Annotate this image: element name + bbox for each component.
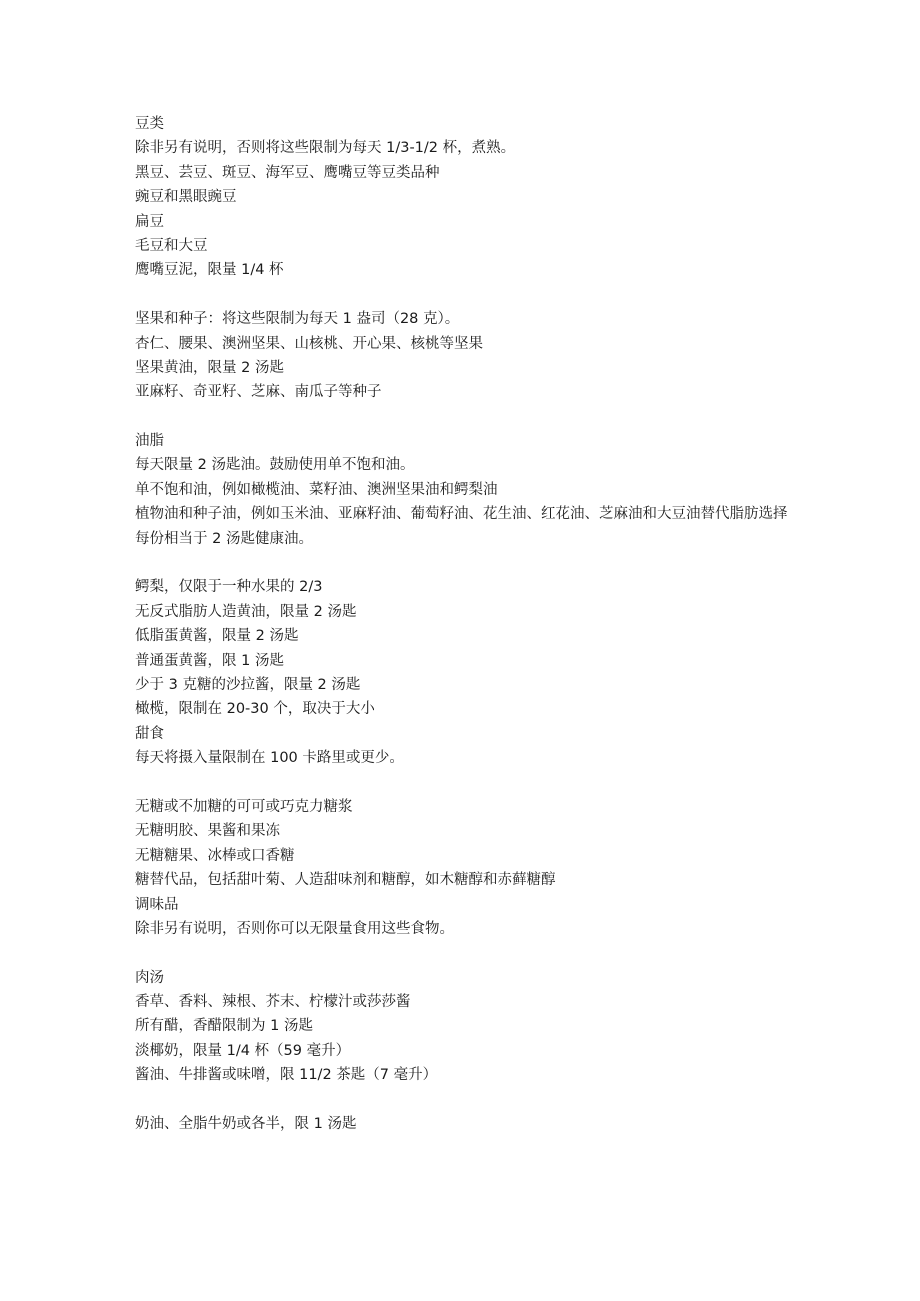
text-line: 每天将摄入量限制在 100 卡路里或更少。	[135, 750, 404, 767]
text-line: 淡椰奶，限量 1/4 杯（59 毫升）	[135, 1042, 351, 1059]
text-line: 单不饱和油，例如橄榄油、菜籽油、澳洲坚果油和鳄梨油	[135, 481, 498, 498]
heading-sweets: 甜食	[135, 725, 164, 742]
text-line: 少于 3 克糖的沙拉酱，限量 2 汤匙	[135, 677, 361, 693]
text-line: 糖替代品，包括甜叶菊、人造甜味剂和糖醇，如木糖醇和赤藓糖醇	[135, 872, 556, 889]
heading-condiments: 调味品	[135, 896, 179, 913]
section-broth	[135, 966, 795, 1088]
text-line: 橄榄，限制在 20-30 个，取决于大小	[135, 701, 375, 718]
text-line: 除非另有说明，否则你可以无限量食用这些食物。	[135, 920, 454, 937]
text-line: 杏仁、腰果、澳洲坚果、山核桃、开心果、核桃等坚果	[135, 335, 483, 352]
section-fats	[135, 429, 795, 551]
text-line: 无糖糖果、冰棒或口香糖	[135, 847, 295, 864]
text-line: 亚麻籽、奇亚籽、芝麻、南瓜子等种子	[135, 384, 382, 401]
paragraph-gap	[135, 551, 795, 575]
text-line: 无糖明胶、果酱和果冻	[135, 823, 280, 840]
section-nuts-seeds	[135, 307, 795, 405]
paragraph-gap	[135, 405, 795, 429]
heading-fats: 油脂	[135, 433, 164, 450]
text-line: 所有醋，香醋限制为 1 汤匙	[135, 1018, 313, 1035]
text-line: 香草、香料、辣根、芥末、柠檬汁或莎莎酱	[135, 994, 411, 1011]
paragraph-gap	[135, 283, 795, 307]
text-line: 豌豆和黑眼豌豆	[135, 189, 237, 206]
paragraph-gap	[135, 1088, 795, 1112]
heading-legumes: 豆类	[135, 116, 164, 132]
text-line: 低脂蛋黄酱，限量 2 汤匙	[135, 628, 299, 645]
section-sweets-condiments	[135, 795, 795, 941]
text-line: 坚果黄油，限量 2 汤匙	[135, 359, 284, 376]
text-line: 扁豆	[135, 213, 164, 230]
text-line: 无糖或不加糖的可可或巧克力糖浆	[135, 798, 353, 815]
text-line: 酱油、牛排酱或味噌，限 11/2 茶匙（7 毫升）	[135, 1067, 438, 1084]
text-line: 肉汤	[135, 969, 164, 986]
section-cream	[135, 1112, 795, 1136]
text-line: 植物油和种子油，例如玉米油、亚麻籽油、葡萄籽油、花生油、红花油、芝麻油和大豆油替代脂肪选择	[135, 506, 788, 523]
paragraph-gap	[135, 941, 795, 965]
text-line: 鳄梨，仅限于一种水果的 2/3	[135, 579, 323, 596]
text-line: 每天限量 2 汤匙油。鼓励使用单不饱和油。	[135, 457, 415, 474]
text-line: 奶油、全脂牛奶或各半，限 1 汤匙	[135, 1116, 357, 1133]
text-line: 毛豆和大豆	[135, 237, 208, 254]
text-line: 黑豆、芸豆、斑豆、海军豆、鹰嘴豆等豆类品种	[135, 164, 440, 181]
text-line: 普通蛋黄酱，限 1 汤匙	[135, 652, 284, 669]
paragraph-gap	[135, 771, 795, 795]
text-line: 每份相当于 2 汤匙健康油。	[135, 530, 313, 547]
heading-nuts-seeds: 坚果和种子：将这些限制为每天 1 盎司（28 克）。	[135, 311, 460, 328]
text-line: 鹰嘴豆泥，限量 1/4 杯	[135, 262, 284, 279]
text-line: 除非另有说明，否则将这些限制为每天 1/3-1/2 杯，煮熟。	[135, 140, 516, 157]
document-body	[135, 112, 795, 1136]
section-fat-alternatives-sweets	[135, 575, 795, 770]
text-line: 无反式脂肪人造黄油，限量 2 汤匙	[135, 603, 357, 620]
section-legumes	[135, 112, 795, 283]
